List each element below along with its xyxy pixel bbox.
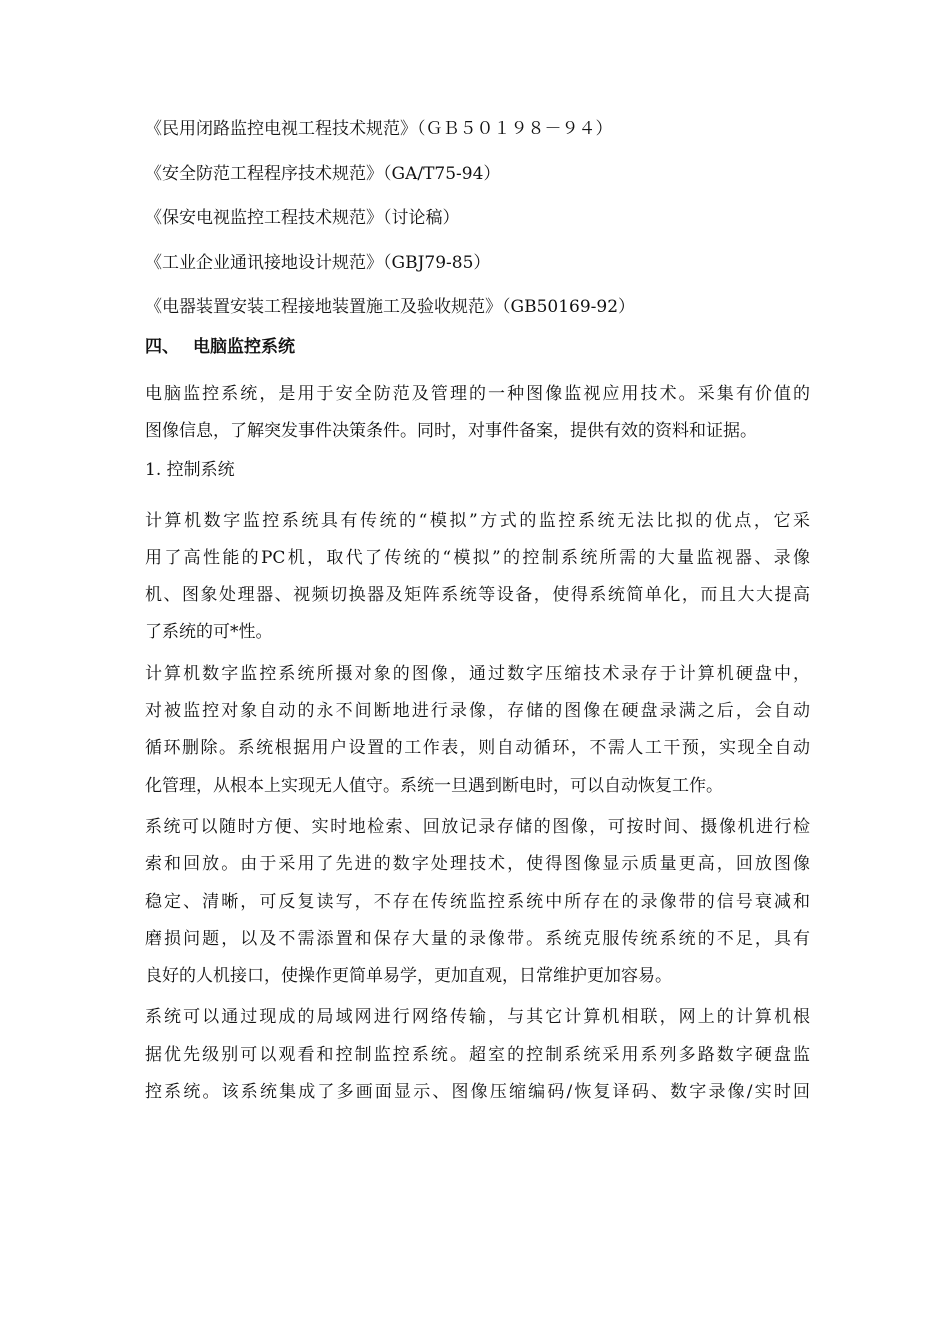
reference-item: 《工业企业通讯接地设计规范》（GBJ79-85） — [145, 252, 491, 273]
text-line: 控系统。该系统集成了多画面显示、图像压缩编码/恢复译码、数字录像/实时回 — [145, 1082, 810, 1103]
reference-item: 《安全防范工程程序技术规范》（GA/T75-94） — [145, 163, 501, 184]
section-title: 电脑监控系统 — [193, 336, 295, 357]
reference-list — [145, 118, 810, 318]
intro-paragraph — [145, 376, 810, 451]
text-line: 系统可以通过现成的局域网进行网络传输，与其它计算机相联，网上的计算机根 — [145, 1007, 810, 1028]
text-line: 磨损问题，以及不需添置和保存大量的录像带。系统克服传统系统的不足，具有 — [145, 928, 810, 949]
body-paragraph — [145, 809, 810, 995]
reference-item: 《保安电视监控工程技术规范》（讨论稿） — [145, 208, 460, 229]
text-line: 机、图象处理器、视频切换器及矩阵系统等设备，使得系统简单化，而且大大提高 — [145, 585, 810, 606]
text-line: 计算机数字监控系统所摄对象的图像，通过数字压缩技术录存于计算机硬盘中， — [145, 663, 810, 684]
body-paragraph — [145, 503, 810, 652]
section-number: 四、 — [145, 336, 179, 357]
text-line: 循环删除。系统根据用户设置的工作表，则自动循环，不需人工干预，实现全自动 — [145, 738, 810, 759]
text-line: 对被监控对象自动的永不间断地进行录像，存储的图像在硬盘录满之后，会自动 — [145, 701, 810, 722]
text-line: 据优先级别可以观看和控制监控系统。超室的控制系统采用系列多路数字硬盘监 — [145, 1044, 810, 1065]
body-paragraph — [145, 656, 810, 805]
text-line: 用了高性能的PC机，取代了传统的“模拟”的控制系统所需的大量监视器、录像 — [145, 547, 810, 568]
text-line: 索和回放。由于采用了先进的数字处理技术，使得图像显示质量更高，回放图像 — [145, 854, 810, 875]
text-line: 了系统的可*性。 — [145, 622, 273, 643]
reference-item: 《民用闭路监控电视工程技术规范》（ＧＢ５０１９８－９４） — [145, 119, 613, 139]
reference-item: 《电器装置安装工程接地装置施工及验收规范》（GB50169-92） — [145, 297, 636, 318]
text-line: 计算机数字监控系统具有传统的“模拟”方式的监控系统无法比拟的优点，它采 — [145, 510, 810, 531]
subsection-heading: 1. 控制系统 — [145, 459, 235, 480]
text-line: 稳定、清晰，可反复读写，不存在传统监控系统中所存在的录像带的信号衰减和 — [145, 891, 810, 912]
section-heading — [145, 336, 810, 358]
text-line: 图像信息，了解突发事件决策条件。同时，对事件备案，提供有效的资料和证据。 — [145, 421, 757, 442]
text-line: 化管理，从根本上实现无人值守。系统一旦遇到断电时，可以自动恢复工作。 — [145, 775, 723, 796]
text-line: 良好的人机接口，使操作更简单易学，更加直观，日常维护更加容易。 — [145, 966, 672, 987]
document-page — [145, 118, 810, 1115]
text-line: 系统可以随时方便、实时地检索、回放记录存储的图像，可按时间、摄像机进行检 — [145, 816, 810, 837]
body-paragraph — [145, 999, 810, 1111]
text-line: 电脑监控系统，是用于安全防范及管理的一种图像监视应用技术。采集有价值的 — [145, 383, 810, 404]
